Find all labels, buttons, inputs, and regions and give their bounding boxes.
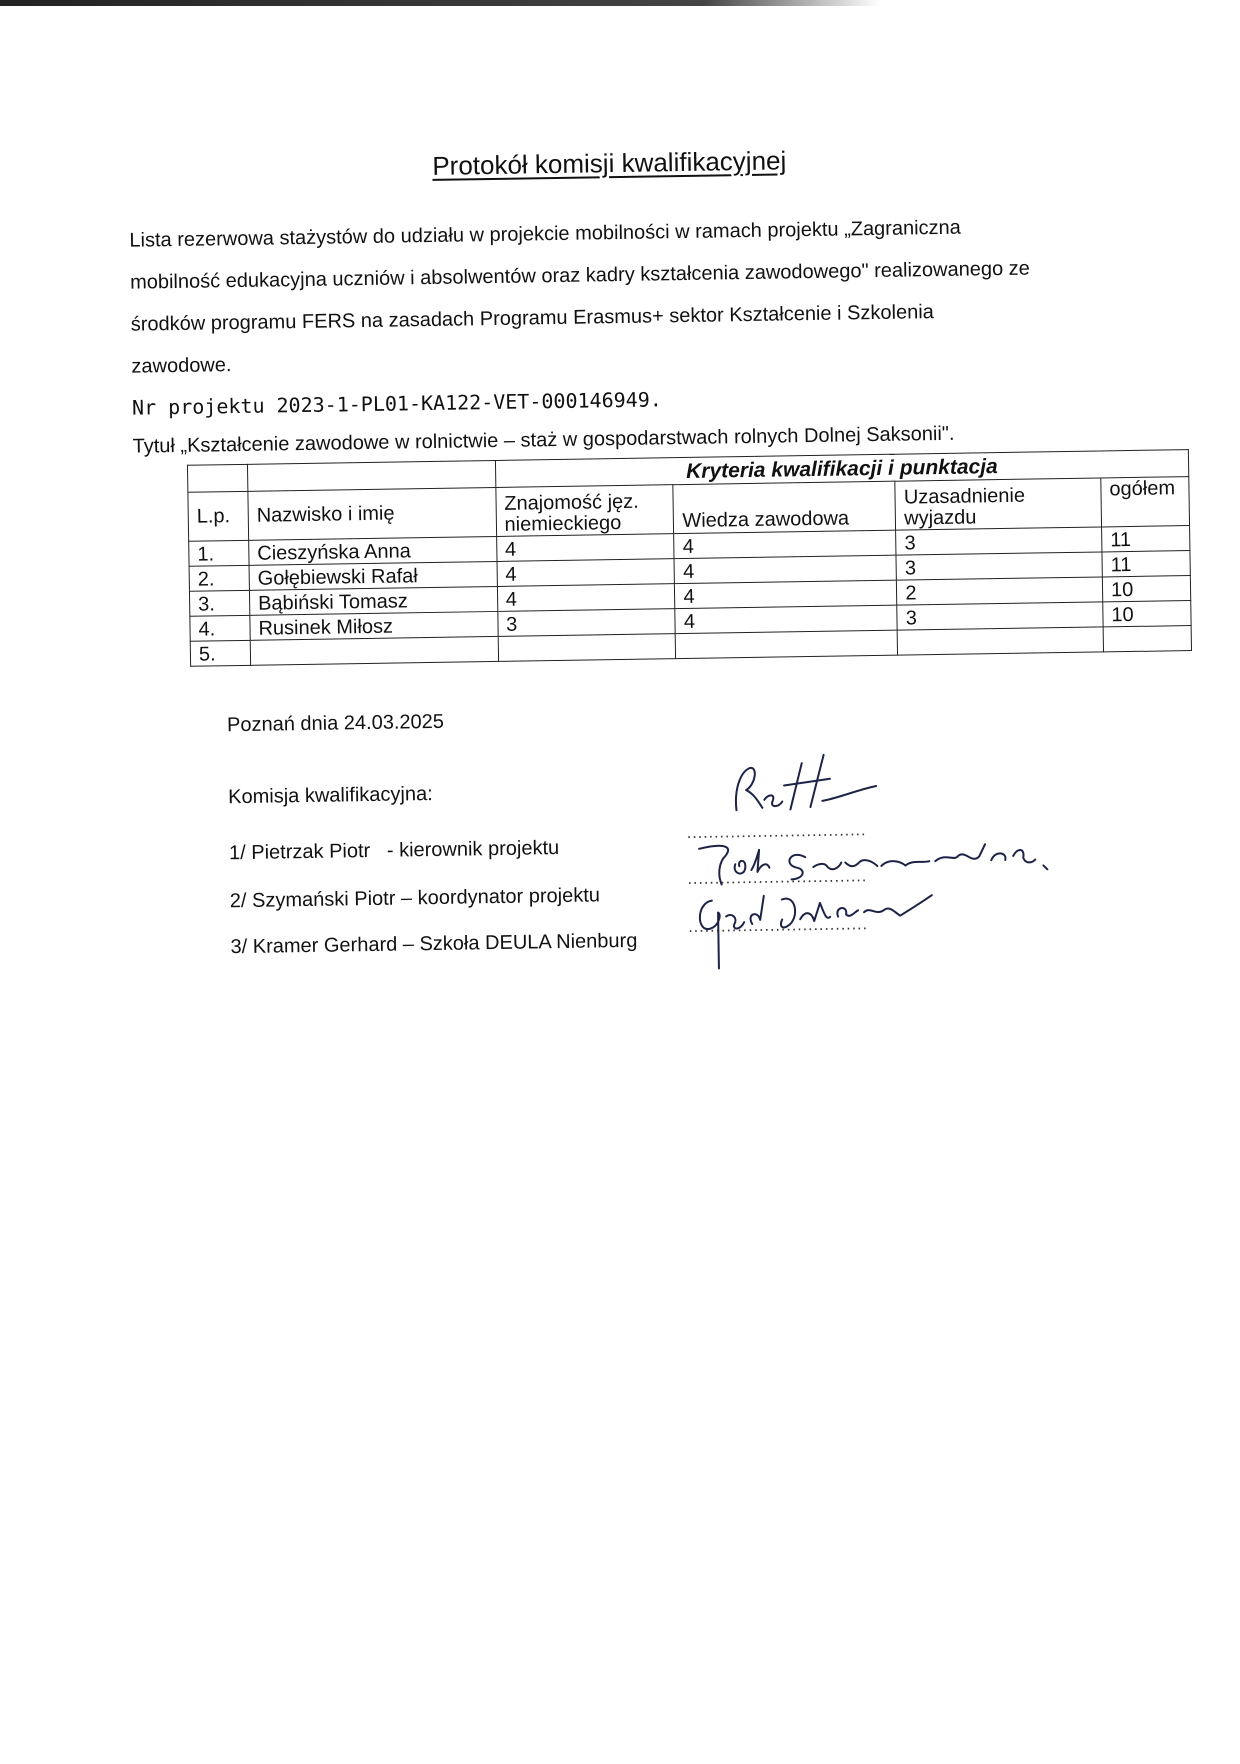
cell-lp: 4.	[190, 615, 250, 641]
place-date: Poznań dnia 24.03.2025	[226, 710, 445, 737]
cell-german: 4	[497, 559, 675, 587]
committee-member-2: 2/ Szymański Piotr – koordynator projektu	[229, 884, 601, 913]
intro-line-2: mobilność edukacyjna uczniów i absolwentów oraz kadry kształcenia zawodowego" realizowanego ze	[129, 257, 1030, 294]
page-title: Protokół komisji kwalifikacyjnej	[432, 145, 787, 181]
intro-line-1: Lista rezerwowa stażystów do udziału w projekcie mobilności w ramach projektu „Zagraniczna	[129, 216, 961, 252]
cell-german: 3	[497, 609, 675, 637]
criteria-header: Kryteria kwalifikacji i punktacja	[495, 450, 1189, 488]
qualification-table	[187, 449, 1192, 667]
column-header-name: Nazwisko i imię	[248, 487, 496, 540]
cell-name	[250, 636, 498, 665]
table-cell	[247, 460, 495, 491]
cell-knowledge: 4	[674, 530, 896, 558]
signature-line-1: .................................	[686, 822, 867, 843]
table-cell	[187, 464, 247, 492]
cell-name: Rusinek Miłosz	[250, 611, 498, 640]
cell-knowledge	[676, 630, 898, 658]
cell-lp: 5.	[190, 640, 250, 666]
cell-name: Bąbiński Tomasz	[249, 586, 497, 615]
signature-3	[688, 881, 949, 975]
signature-1	[706, 748, 887, 831]
cell-total: 11	[1102, 551, 1190, 577]
signature-line-3: .................................	[688, 916, 869, 936]
column-header-german: Znajomość jęz. niemieckiego	[495, 485, 674, 537]
cell-knowledge: 4	[675, 580, 897, 608]
cell-total: 10	[1103, 601, 1191, 627]
committee-member-1: 1/ Pietrzak Piotr - kierownik projektu	[228, 837, 560, 865]
cell-german: 4	[496, 534, 674, 562]
intro-line-3: środków programu FERS na zasadach Programu Erasmus+ sektor Kształcenie i Szkolenia	[130, 301, 934, 336]
cell-name: Cieszyńska Anna	[249, 536, 497, 565]
committee-label: Komisja kwalifikacyjna:	[228, 782, 433, 809]
cell-lp: 2.	[189, 565, 249, 591]
cell-name: Gołębiewski Rafał	[249, 561, 497, 590]
project-number: Nr projektu 2023-1-PL01-KA122-VET-000146949.	[131, 387, 662, 420]
column-header-knowledge: Wiedza zawodowa	[673, 481, 896, 533]
cell-justification: 2	[897, 577, 1103, 605]
intro-line-4: zawodowe.	[131, 354, 232, 378]
cell-knowledge: 4	[674, 555, 896, 583]
committee-member-3: 3/ Kramer Gerhard – Szkoła DEULA Nienburg	[230, 929, 638, 959]
cell-lp: 3.	[189, 590, 249, 616]
signature-line-2: .................................	[687, 868, 868, 888]
cell-total: 11	[1102, 526, 1190, 552]
column-header-total: ogółem	[1101, 477, 1190, 527]
cell-german: 4	[497, 584, 675, 612]
cell-german	[498, 634, 676, 662]
cell-justification: 3	[897, 602, 1103, 630]
cell-total: 10	[1102, 576, 1190, 602]
column-header-lp: L.p.	[188, 491, 249, 541]
cell-justification	[897, 627, 1103, 655]
cell-justification: 3	[896, 527, 1102, 555]
cell-total	[1103, 626, 1191, 652]
cell-lp: 1.	[189, 540, 249, 566]
cell-justification: 3	[896, 552, 1102, 580]
column-header-justification: Uzasadnienie wyjazdu	[895, 478, 1101, 530]
project-title: Tytuł „Kształcenie zawodowe w rolnictwie – staż w gospodarstwach rolnych Dolnej Saksonii".	[132, 422, 955, 458]
cell-knowledge: 4	[675, 605, 897, 633]
